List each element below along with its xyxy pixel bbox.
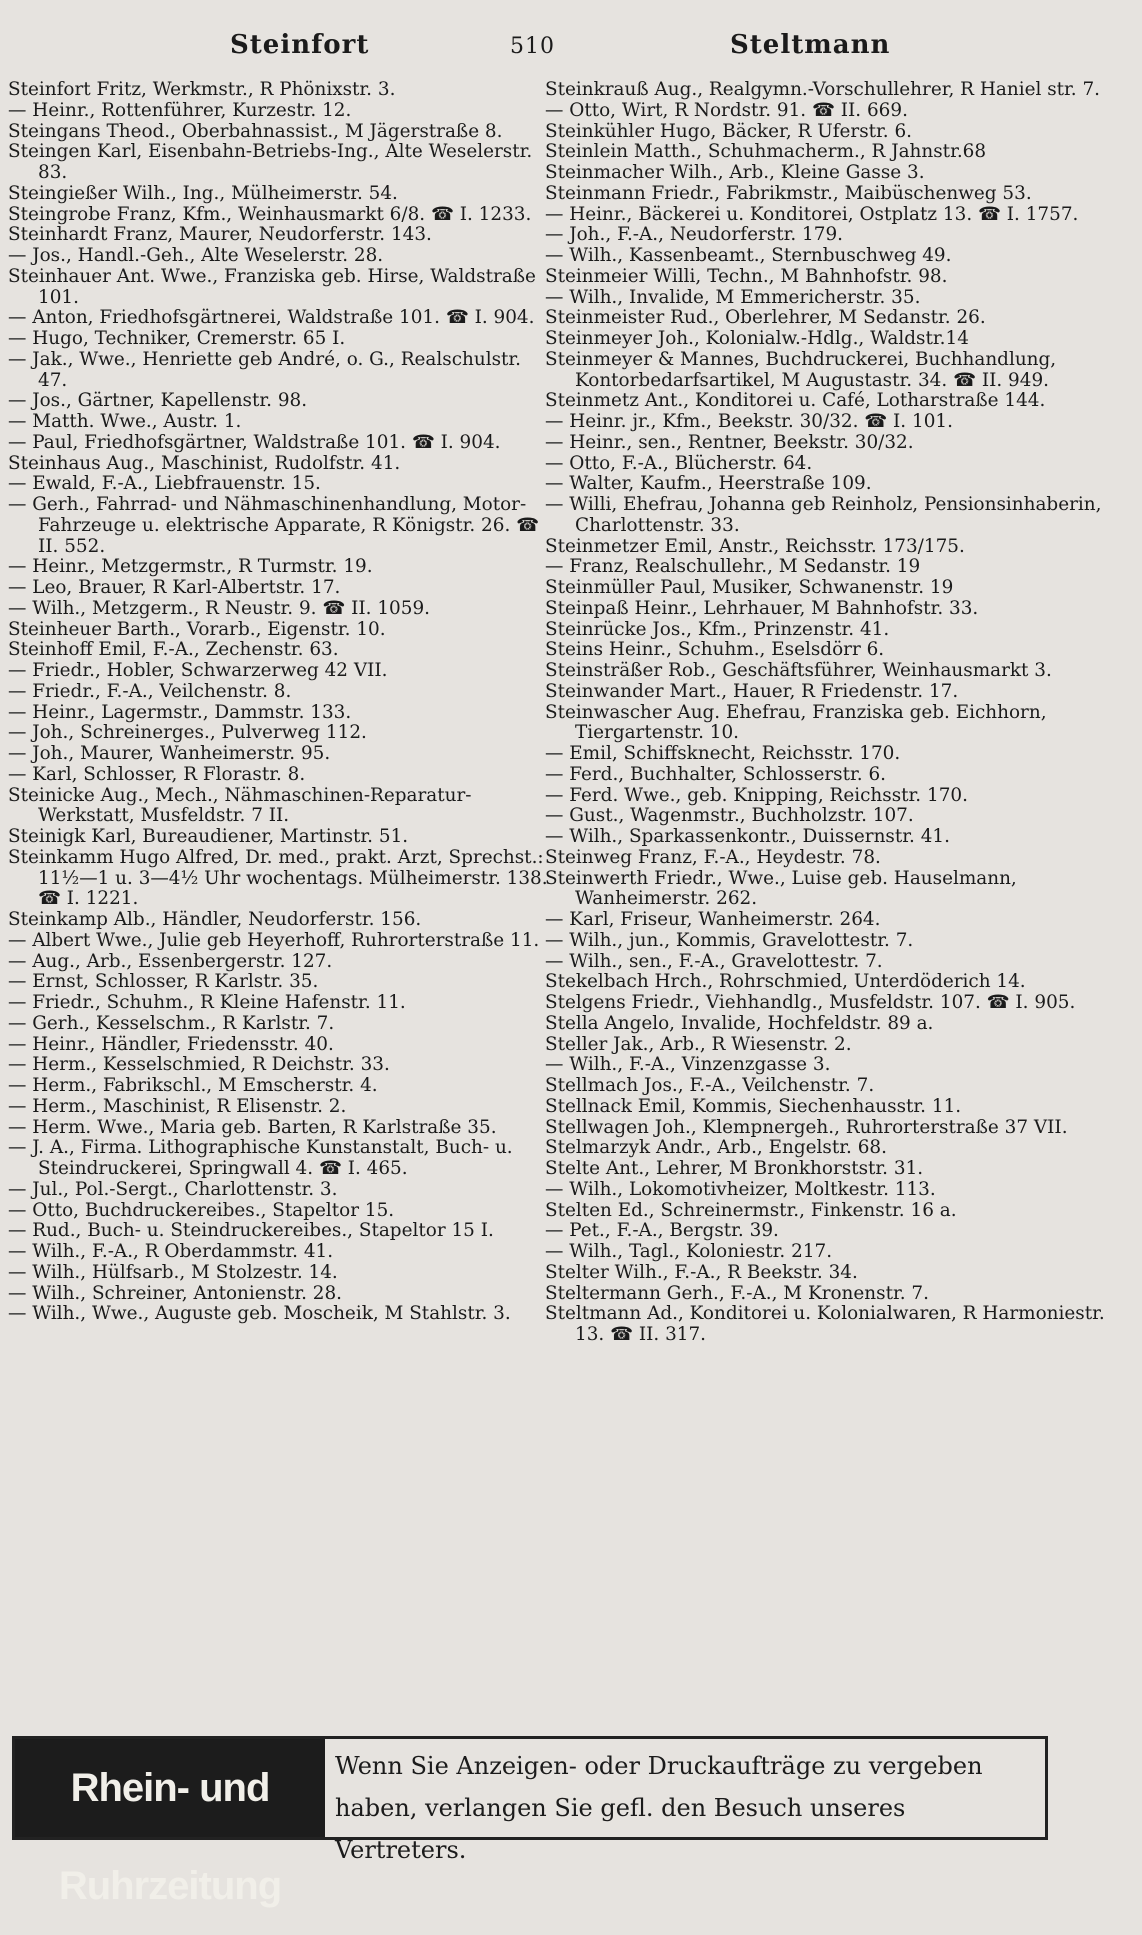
directory-entry: — Ernst, Schlosser, R Karlstr. 35. — [8, 971, 319, 993]
directory-entry: Steinheuer Barth., Vorarb., Eigenstr. 10. — [8, 618, 386, 640]
directory-entry: Steinkühler Hugo, Bäcker, R Uferstr. 6. — [545, 120, 913, 142]
directory-entry: — Ferd. Wwe., geb. Knipping, Reichsstr. 170. — [545, 784, 968, 806]
directory-entry: — Ewald, F.-A., Liebfrauenstr. 15. — [8, 473, 321, 495]
directory-entry: Stelmarzyk Andr., Arb., Engelstr. 68. — [545, 1137, 887, 1159]
directory-entry: Steltermann Gerh., F.-A., M Kronenstr. 7. — [545, 1282, 929, 1304]
directory-entry: — Emil, Schiffsknecht, Reichsstr. 170. — [545, 743, 901, 764]
directory-entry: Steinmeier Willi, Techn., M Bahnhofstr. 98. — [545, 265, 948, 287]
directory-entry: Stelgens Friedr., Viehhandlg., Musfeldstr. 107. ☎ I. 905. — [545, 992, 1076, 1013]
directory-entry: Stella Angelo, Invalide, Hochfeldstr. 89 a. — [545, 1012, 934, 1034]
directory-entry: Stekelbach Hrch., Rohrschmied, Unterdöderich 14. — [545, 971, 1026, 993]
newspaper-brand: Rhein- und Ruhrzeitung — [15, 1739, 325, 1837]
directory-entry: — Otto, Buchdruckereibes., Stapeltor 15. — [8, 1199, 395, 1221]
directory-entry: Stelter Wilh., F.-A., R Beekstr. 34. — [545, 1261, 858, 1283]
directory-entry: — Wilh., Metzgerm., R Neustr. 9. ☎ II. 1059. — [8, 597, 430, 619]
directory-entry: — Karl, Schlosser, R Florastr. 8. — [8, 763, 306, 785]
directory-entry: — Heinr., Rottenführer, Kurzestr. 12. — [8, 99, 352, 121]
directory-entry: Steinfort Fritz, Werkmstr., R Phönixstr. 3. — [8, 79, 396, 100]
directory-entry: — Karl, Friseur, Wanheimerstr. 264. — [545, 909, 881, 930]
directory-entry: — Jak., Wwe., Henriette geb André, o. G., Realschulstr. 47. — [8, 348, 522, 391]
directory-entry: — Heinr., Metzgermstr., R Turmstr. 19. — [8, 556, 373, 578]
directory-entry: Steller Jak., Arb., R Wiesenstr. 2. — [545, 1033, 852, 1055]
directory-entry: — Gerh., Fahrrad- und Nähmaschinenhandlung, Motor-Fahrzeuge u. elektrische Apparate, R Königstr. 26. ☎ II. 552. — [8, 494, 540, 557]
directory-entry: — Heinr., sen., Rentner, Beekstr. 30/32. — [545, 431, 914, 453]
directory-entry: — Jos., Gärtner, Kapellenstr. 98. — [8, 390, 308, 412]
directory-entry: — Wilh., Tagl., Koloniestr. 217. — [545, 1241, 833, 1262]
directory-entry: Steingans Theod., Oberbahnassist., M Jägerstraße 8. — [8, 120, 503, 142]
directory-entry: — Albert Wwe., Julie geb Heyerhoff, Ruhrorterstraße 11. — [8, 929, 540, 951]
directory-entry: — Wilh., Kassenbeamt., Sternbuschweg 49. — [545, 245, 952, 266]
header-left-catchword: Steinfort — [230, 30, 370, 60]
directory-entry: — Hugo, Techniker, Cremerstr. 65 I. — [8, 328, 346, 349]
directory-entry: Steinmüller Paul, Musiker, Schwanenstr. 19 — [545, 577, 954, 598]
directory-entry: — Willi, Ehefrau, Johanna geb Reinholz, Pensionsinhaberin, Charlottenstr. 33. — [545, 494, 1102, 536]
directory-entry: — Heinr. jr., Kfm., Beekstr. 30/32. ☎ I. 101. — [545, 411, 953, 432]
directory-entry: — Heinr., Händler, Friedensstr. 40. — [8, 1033, 334, 1055]
directory-entry: — Joh., Schreinerges., Pulverweg 112. — [8, 722, 367, 744]
directory-entry: Steltmann Ad., Konditorei u. Kolonialwaren, R Harmoniestr. 13. ☎ II. 317. — [545, 1303, 1105, 1345]
directory-entry: — Heinr., Bäckerei u. Konditorei, Ostplatz 13. ☎ I. 1757. — [545, 203, 1079, 225]
directory-entry: — Jul., Pol.-Sergt., Charlottenstr. 3. — [8, 1178, 338, 1200]
directory-entry: Steinkamm Hugo Alfred, Dr. med., prakt. Arzt, Sprechst.: 11½—1 u. 3—4½ Uhr wochentags. Mülheimerstr. 138. ☎ I. 1221. — [8, 846, 548, 910]
directory-entry: Stelten Ed., Schreinermstr., Finkenstr. 16 a. — [545, 1199, 957, 1221]
directory-entry: Steinrücke Jos., Kfm., Prinzenstr. 41. — [545, 618, 890, 640]
directory-entry: — Wilh., Hülfsarb., M Stolzestr. 14. — [8, 1261, 338, 1283]
directory-entry: — Friedr., Hobler, Schwarzerweg 42 VII. — [8, 660, 388, 681]
directory-entry: — Wilh., Sparkassenkontr., Duissernstr. 41. — [545, 826, 950, 847]
directory-entry: Steinpaß Heinr., Lehrhauer, M Bahnhofstr. 33. — [545, 597, 979, 619]
directory-entry: Steinmeister Rud., Oberlehrer, M Sedanstr. 26. — [545, 307, 986, 329]
directory-entry: — Otto, F.-A., Blücherstr. 64. — [545, 452, 813, 474]
directory-entry: — Walter, Kaufm., Heerstraße 109. — [545, 473, 872, 495]
directory-entry: — Pet., F.-A., Bergstr. 39. — [545, 1220, 779, 1242]
directory-entry: — Joh., F.-A., Neudorferstr. 179. — [545, 224, 844, 246]
page-header — [0, 24, 1142, 74]
directory-entry: — Leo, Brauer, R Karl-Albertstr. 17. — [8, 577, 341, 598]
directory-entry: — Friedr., F.-A., Veilchenstr. 8. — [8, 680, 292, 702]
directory-entry: — Otto, Wirt, R Nordstr. 91. ☎ II. 669. — [545, 99, 908, 121]
directory-entry: — Wilh., Schreiner, Antonienstr. 28. — [8, 1282, 343, 1304]
directory-entry: Steinhauer Ant. Wwe., Franziska geb. Hirse, Waldstraße 101. — [8, 265, 536, 308]
directory-entry: Steingen Karl, Eisenbahn-Betriebs-Ing., Alte Weselerstr. 83. — [8, 141, 533, 183]
directory-entry: — Aug., Arb., Essenbergerstr. 127. — [8, 950, 333, 972]
directory-entry: Steinicke Aug., Mech., Nähmaschinen-Reparatur-Werkstatt, Musfeldstr. 7 II. — [8, 784, 472, 827]
directory-entry: — Rud., Buch- u. Steindruckereibes., Stapeltor 15 I. — [8, 1220, 494, 1242]
directory-entry: — Wilh., F.-A., Vinzenzgasse 3. — [545, 1054, 831, 1076]
directory-entry: — Wilh., jun., Kommis, Gravelottestr. 7. — [545, 929, 914, 951]
directory-entry: — Herm. Wwe., Maria geb. Barten, R Karlstraße 35. — [8, 1116, 497, 1138]
directory-entry: — Anton, Friedhofsgärtnerei, Waldstraße 101. ☎ I. 904. — [8, 307, 535, 329]
advertisement-line-1: Wenn Sie Anzeigen- oder Druckaufträge zu vergeben — [335, 1752, 983, 1780]
directory-entry: Steinmeyer & Mannes, Buchdruckerei, Buchhandlung, Kontorbedarfsartikel, M Augustastr. 34. ☎ II. 949. — [545, 348, 1057, 391]
directory-entry: Steinmetz Ant., Konditorei u. Café, Lotharstraße 144. — [545, 390, 1046, 412]
directory-entry: — Franz, Realschullehr., M Sedanstr. 19 — [545, 556, 921, 578]
directory-entry: — Gust., Wagenmstr., Buchholzstr. 107. — [545, 805, 914, 827]
directory-entry: Steinlein Matth., Schuhmacherm., R Jahnstr.68 — [545, 141, 987, 163]
directory-entry: — Gerh., Kesselschm., R Karlstr. 7. — [8, 1012, 335, 1034]
directory-entry: — Wilh., F.-A., R Oberdammstr. 41. — [8, 1241, 334, 1262]
directory-entry: — Wilh., Wwe., Auguste geb. Moscheik, M Stahlstr. 3. — [8, 1303, 511, 1325]
directory-entry: — J. A., Firma. Lithographische Kunstanstalt, Buch- u. Steindruckerei, Springwall 4. ☎ I. 465. — [8, 1137, 513, 1179]
advertisement-text — [335, 1745, 1035, 1871]
directory-entry: Steinwerth Friedr., Wwe., Luise geb. Hauselmann, Wanheimerstr. 262. — [545, 867, 1017, 910]
directory-entry: Steinweg Franz, F.-A., Heydestr. 78. — [545, 846, 881, 868]
directory-entry: Steinigk Karl, Bureaudiener, Martinstr. 51. — [8, 826, 409, 847]
directory-entry: — Joh., Maurer, Wanheimerstr. 95. — [8, 743, 331, 764]
directory-entry: Steinhaus Aug., Maschinist, Rudolfstr. 41. — [8, 452, 401, 474]
advertisement-banner — [12, 1736, 1048, 1908]
header-right-catchword: Steltmann — [730, 30, 891, 60]
directory-entry: Steinkrauß Aug., Realgymn.-Vorschullehrer, R Haniel str. 7. — [545, 79, 1101, 100]
directory-entry: Steinmetzer Emil, Anstr., Reichsstr. 173/175. — [545, 535, 965, 557]
left-column — [8, 80, 553, 1325]
directory-entry: — Jos., Handl.-Geh., Alte Weselerstr. 28. — [8, 245, 384, 266]
directory-entry: — Wilh., sen., F.-A., Gravelottestr. 7. — [545, 950, 883, 972]
directory-entry: Steinwander Mart., Hauer, R Friedenstr. 17. — [545, 680, 959, 702]
directory-entry: Steinmacher Wilh., Arb., Kleine Gasse 3. — [545, 162, 925, 183]
directory-entry: — Friedr., Schuhm., R Kleine Hafenstr. 11. — [8, 992, 406, 1013]
page-number: 510 — [510, 34, 555, 59]
directory-entry: — Herm., Kesselschmied, R Deichstr. 33. — [8, 1054, 390, 1076]
directory-entry: — Matth. Wwe., Austr. 1. — [8, 411, 242, 432]
directory-entry: — Heinr., Lagermstr., Dammstr. 133. — [8, 701, 352, 723]
directory-entry: — Ferd., Buchhalter, Schlosserstr. 6. — [545, 763, 886, 785]
directory-entry: Steinmann Friedr., Fabrikmstr., Maibüschenweg 53. — [545, 182, 1032, 204]
directory-entry: Steins Heinr., Schuhm., Eselsdörr 6. — [545, 639, 885, 661]
directory-entry: Steinkamp Alb., Händler, Neudorferstr. 156. — [8, 909, 422, 930]
directory-entry: Steinmeyer Joh., Kolonialw.-Hdlg., Waldstr.14 — [545, 328, 969, 349]
right-column — [545, 80, 1133, 1346]
directory-entry: Stellmach Jos., F.-A., Veilchenstr. 7. — [545, 1075, 875, 1096]
directory-entry: — Herm., Maschinist, R Elisenstr. 2. — [8, 1095, 347, 1117]
directory-entry: Stellnack Emil, Kommis, Siechenhausstr. 11. — [545, 1095, 962, 1117]
directory-entry: Stelte Ant., Lehrer, M Bronkhorststr. 31. — [545, 1158, 924, 1179]
advertisement-line-2: haben, verlangen Sie gefl. den Besuch unseres Vertreters. — [335, 1794, 906, 1864]
directory-entry: Steinhoff Emil, F.-A., Zechenstr. 63. — [8, 639, 339, 661]
directory-entry: Steinsträßer Rob., Geschäftsführer, Weinhausmarkt 3. — [545, 660, 1052, 681]
directory-entry: Steinhardt Franz, Maurer, Neudorferstr. 143. — [8, 224, 432, 246]
directory-entry: — Paul, Friedhofsgärtner, Waldstraße 101. ☎ I. 904. — [8, 431, 501, 453]
directory-entry: Steingrobe Franz, Kfm., Weinhausmarkt 6/8. ☎ I. 1233. — [8, 203, 532, 225]
directory-entry: Steingießer Wilh., Ing., Mülheimerstr. 54. — [8, 182, 398, 204]
directory-entry: Steinwascher Aug. Ehefrau, Franziska geb. Eichhorn, Tiergartenstr. 10. — [545, 701, 1047, 744]
directory-entry: Stellwagen Joh., Klempnergeh., Ruhrorterstraße 37 VII. — [545, 1116, 1068, 1138]
directory-entry: — Herm., Fabrikschl., M Emscherstr. 4. — [8, 1075, 378, 1096]
directory-entry: — Wilh., Lokomotivheizer, Moltkestr. 113. — [545, 1178, 936, 1200]
directory-entry: — Wilh., Invalide, M Emmericherstr. 35. — [545, 286, 921, 308]
